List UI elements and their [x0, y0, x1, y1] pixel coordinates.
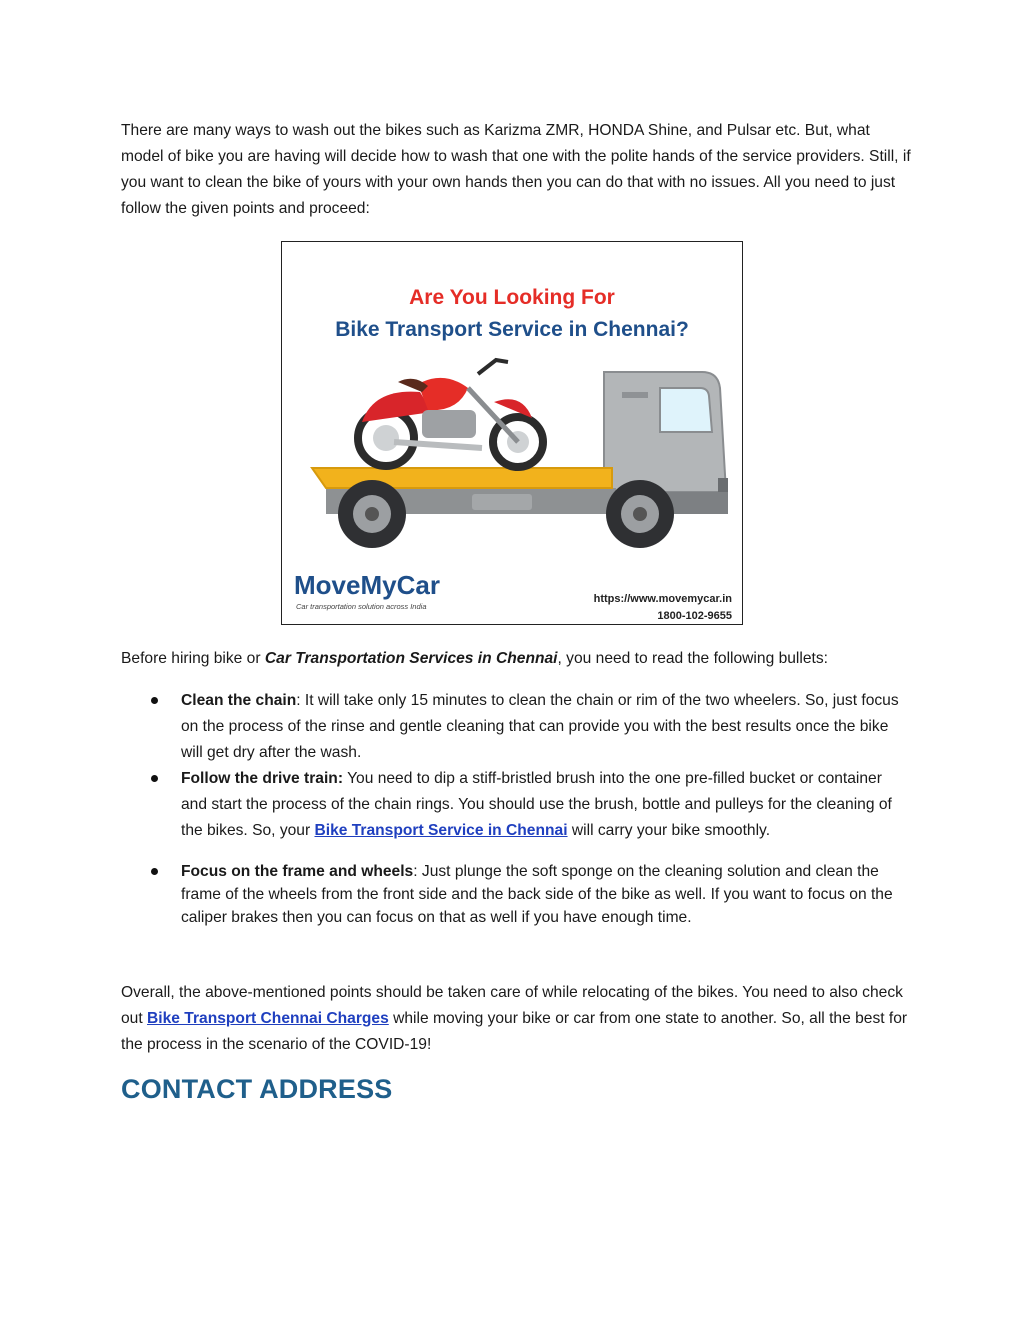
bullet-text: : It will take only 15 minutes to clean the chain or rim of the two wheelers. So, just focus on the process of the rinse and gentle cleaning that can provide you with the best results once the bike will get dry after the wash. [181, 692, 899, 761]
bullet-title: Clean the chain [181, 692, 297, 709]
contact-address-heading: CONTACT ADDRESS [121, 1074, 393, 1104]
before-text-2: , you need to read the following bullets: [557, 650, 828, 667]
car-transport-emphasis: Car Transportation Services in Chennai [264, 650, 558, 667]
before-text-1: Before hiring bike or [121, 650, 265, 667]
bullet-text: You need to dip a stiff-bristled brush into the one pre-filled bucket or container and start the process of the chain rings. You should use the brush, bottle and pulleys for the cleaning of the bikes. So, your [181, 770, 892, 839]
bullet-text-end: will carry your bike smoothly. [567, 822, 771, 839]
logo-tagline: Car transportation solution across India [296, 602, 427, 611]
promo-illustration [282, 242, 742, 624]
bullet-dot-icon [151, 775, 158, 782]
overall-text-1: Overall, the above-mentioned points should be taken care of while relocating of the bikes. You need to also check out [121, 984, 903, 1027]
bike-transport-charges-link[interactable]: Bike Transport Chennai Charges [147, 1010, 389, 1027]
promo-headline-2: Bike Transport Service in Chennai? [335, 318, 689, 341]
promo-url: https://www.movemycar.in [593, 593, 732, 605]
cleaning-tips-list [121, 688, 911, 929]
promo-headline-1: Are You Looking For [409, 286, 615, 309]
movemycar-logo: MoveMyCar [294, 570, 440, 600]
list-item [121, 688, 911, 766]
bullet-title: Follow the drive train: [181, 770, 344, 787]
overall-paragraph [121, 980, 911, 1058]
bullet-text: : Just plunge the soft sponge on the cleaning solution and clean the frame of the wheels from the front side and the back side of the bike as well. If you want to focus on the caliper brakes then you can focus on that as well if you have enough time. [181, 863, 893, 926]
promo-image [281, 241, 743, 625]
promo-phone: 1800-102-9655 [657, 610, 732, 622]
overall-text-2: while moving your bike or car from one state to another. So, all the best for the process in the scenario of the COVID-19! [121, 1010, 908, 1053]
bullet-dot-icon [151, 868, 158, 875]
before-paragraph [121, 646, 911, 672]
motorcycle-icon [358, 360, 543, 467]
bullet-dot-icon [151, 697, 158, 704]
list-item [121, 766, 911, 844]
bullet-title: Focus on the frame and wheels [181, 863, 414, 880]
bike-transport-service-link[interactable]: Bike Transport Service in Chennai [314, 822, 568, 839]
intro-paragraph: There are many ways to wash out the bikes such as Karizma ZMR, HONDA Shine, and Pulsar etc. But, what model of bike you are having will decide how to wash that one with the polite hands of the service providers. Still, if you want to clean the bike of yours with your own hands then you can do that with no issues. All you need to just follow the given points and proceed: [121, 122, 911, 217]
list-item [121, 860, 911, 929]
